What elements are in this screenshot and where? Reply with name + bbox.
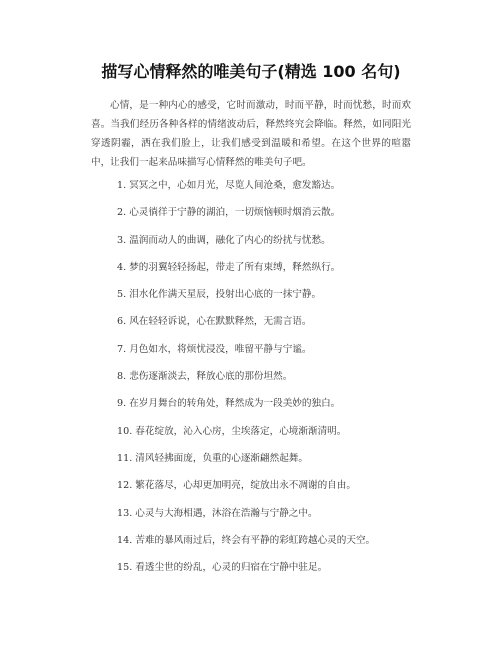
list-item: 9. 在岁月舞台的转角处，释然成为一段美妙的独白。 xyxy=(117,398,341,410)
list-item: 4. 梦的羽翼轻轻扬起，带走了所有束缚，释然纵行。 xyxy=(117,261,341,273)
list-item: 5. 泪水化作满天星辰，投射出心底的一抹宁静。 xyxy=(117,289,322,301)
list-item: 1. 冥冥之中，心如月光，尽览人间沧桑，愈发豁达。 xyxy=(117,180,341,191)
list-item: 2. 心灵徜徉于宁静的湖泊，一切烦恼顿时烟消云散。 xyxy=(117,207,341,219)
list-item: 11. 清风轻拂面庞，负重的心逐渐翩然起舞。 xyxy=(117,452,308,464)
list-item: 14. 苦难的暴风雨过后，终会有平静的彩虹跨越心灵的天空。 xyxy=(117,534,376,546)
list-item: 3. 温润而动人的曲调，融化了内心的纷扰与忧愁。 xyxy=(117,234,331,246)
list-item: 15. 看透尘世的纷乱，心灵的归宿在宁静中驻足。 xyxy=(117,562,328,574)
document-title: 描写心情释然的唯美句子(精选 100 名句) xyxy=(101,62,401,81)
list-item: 10. 春花绽放，沁入心房，尘埃落定，心境渐渐清明。 xyxy=(117,425,347,437)
intro-paragraph: 心情，是一种内心的感受，它时而激动，时而平静，时而忧愁，时而欢喜。当我们经历各种各样的情绪波动后，释然终究会降临。释然，如同阳光穿透阴霾，洒在我们脸上，让我们感受到温暖和希望。在这个世界的喧嚣中，让我们一起来品味描写心情释然的唯美句子吧。 xyxy=(91,100,411,168)
list-item: 7. 月色如水，将烦忧浸没，唯留平静与宁谧。 xyxy=(117,343,312,355)
list-item: 6. 风在轻轻诉说，心在默默释然，无需言语。 xyxy=(117,316,312,328)
list-item: 12. 繁花落尽，心却更加明亮，绽放出永不凋谢的自由。 xyxy=(117,480,356,492)
list-item: 13. 心灵与大海相遇，沐浴在浩瀚与宁静之中。 xyxy=(117,507,318,519)
sentence-list xyxy=(117,176,447,585)
list-item: 8. 悲伤逐渐淡去，释放心底的那份坦然。 xyxy=(117,371,293,383)
